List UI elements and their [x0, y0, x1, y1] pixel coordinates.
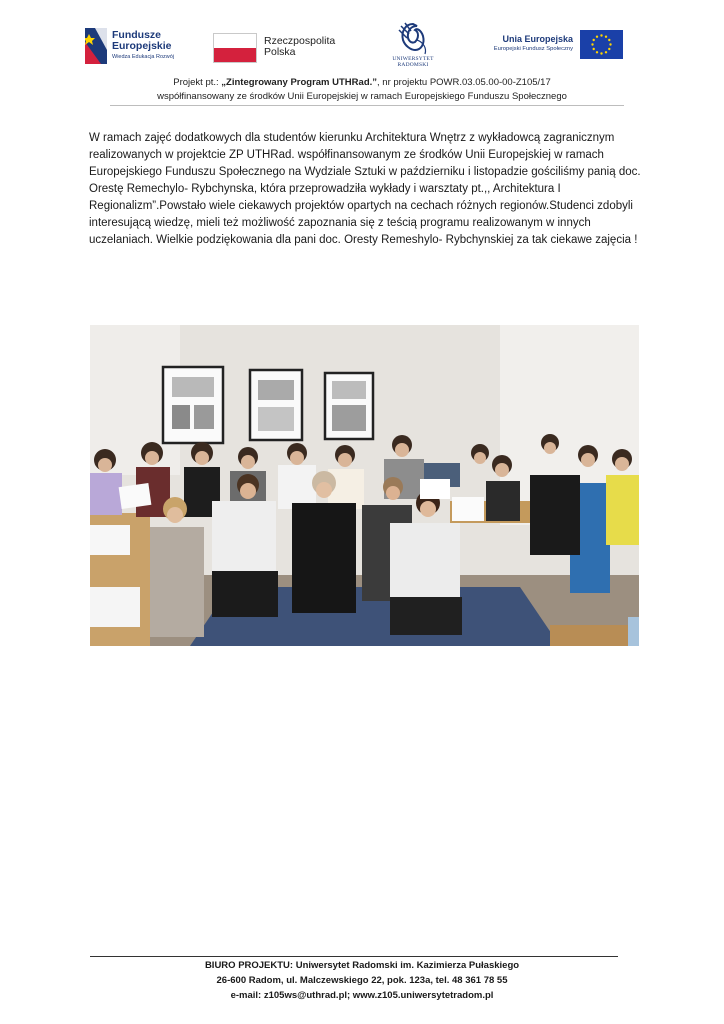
- unia-europejska-title: Unia Europejska: [502, 34, 573, 44]
- pl-line2: Polska: [264, 46, 296, 58]
- project-title-line: [0, 77, 724, 88]
- project-prefix: Projekt pt.:: [173, 77, 222, 88]
- project-cofinancing-line: współfinansowany ze środków Unii Europejskiej w ramach Europejskiego Funduszu Społecznego: [157, 91, 567, 102]
- project-number: , nr projektu POWR.03.05.00-00-Z105/17: [377, 77, 551, 88]
- pl-line1: Rzeczpospolita: [264, 35, 336, 47]
- footer-contact: e-mail: z105ws@uthrad.pl; www.z105.uniwersytetradom.pl: [230, 990, 494, 1001]
- header-divider: [110, 105, 624, 106]
- fe-subtitle: Wiedza Edukacja Rozwój: [112, 54, 175, 60]
- efs-subtitle: Europejski Fundusz Społeczny: [493, 46, 573, 52]
- fe-name: [112, 30, 172, 51]
- footer-divider: [90, 956, 618, 957]
- ur-line1: UNIWERSYTET: [392, 56, 434, 62]
- fundusze-europejskie-logo-icon: [85, 28, 107, 64]
- poland-flag-icon: [213, 33, 257, 63]
- footer-office: BIURO PROJEKTU: Uniwersytet Radomski im. Kazimierza Pułaskiego: [204, 960, 520, 971]
- footer-address: 26-600 Radom, ul. Malczewskiego 22, pok. 123a, tel. 48 361 78 55: [216, 975, 508, 986]
- university-eagle-logo-icon: [393, 20, 433, 56]
- eu-flag-icon: [580, 30, 623, 59]
- ur-line2: RADOMSKI: [397, 62, 429, 68]
- project-name: „Zintegrowany Program UTHRad.”: [221, 77, 378, 88]
- uniwersytet-radomski-label: [380, 56, 446, 68]
- rzeczpospolita-polska-label: [264, 36, 335, 58]
- article-paragraph: W ramach zajęć dodatkowych dla studentów kierunku Architektura Wnętrz z wykładowcą zagranicznym realizowanych w projektcie ZP UTHRad. współfinansowanym ze środków Unii Europejskiej w ramach Europejskiego Funduszu Społecznego na Wydziale Sztuki w październiku i listopadzie gościliśmy panią doc. Orestę Remechylo- Rybchynska, która przeprowadziła wykłady i warsztaty pt.,, Architektura I Regionalizm”.Powstało wiele ciekawych projektów opartych na cechach różnych regionów.Studenci zdobyli interesującą wiedzę, mieli też możliwość zapoznania się z teścią programu realizowanym w innych uczelaniach. Wielkie podziękowania dla pani doc. Oresty Remeshylo- Rybchynskiej za tak ciekawe zajęcia !: [89, 132, 641, 246]
- fe-name-line1: Fundusze: [112, 29, 161, 41]
- fe-name-line2: Europejskie: [112, 39, 172, 52]
- group-photo: [90, 325, 639, 646]
- header-logos: [0, 0, 724, 76]
